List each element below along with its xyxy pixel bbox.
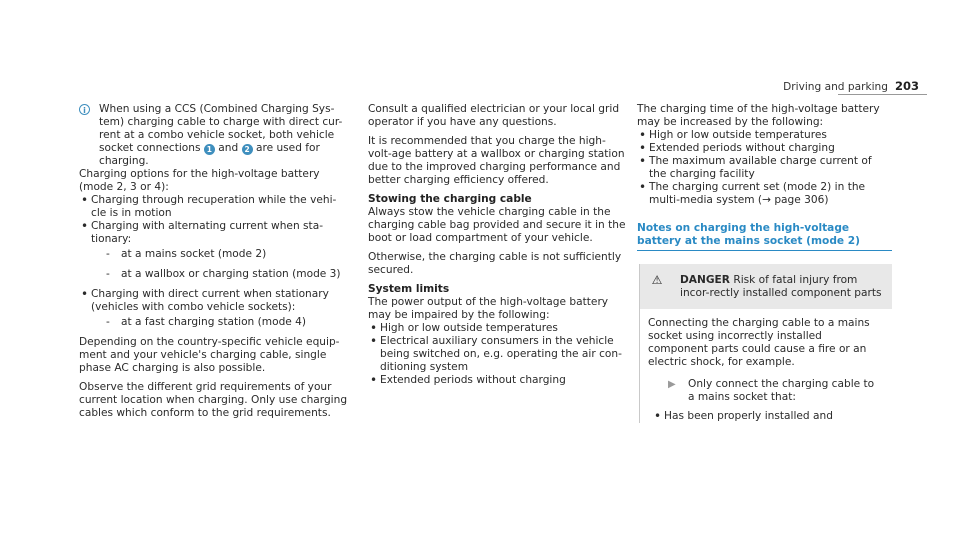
column-right (637, 103, 892, 429)
column-middle (368, 103, 626, 393)
paragraph-recommend: It is recommended that you charge the high-volt-age battery at a wallbox or charging station due to the improved charging performance and better charging efficiency offered. (368, 135, 625, 186)
column-left (79, 103, 351, 426)
danger-header-text (680, 274, 884, 300)
paragraph-otherwise: Otherwise, the charging cable is not sufficiently secured. (368, 251, 622, 276)
heading-system-limits: System limits (368, 283, 450, 295)
page-reference-link[interactable]: page 306 (774, 194, 825, 206)
list-item-text: Charging with direct current when stationary (vehicles with combo vehicle sockets): (91, 288, 329, 313)
sub-list-item: - at a mains socket (mode 2) (91, 248, 351, 261)
limits-intro: The power output of the high-voltage battery may be impaired by the following: (368, 296, 609, 321)
note-text-part2: are used for charging. (99, 142, 320, 167)
conditions-list (652, 410, 884, 423)
list-item: • Has been properly installed and (652, 410, 884, 423)
info-icon: i (79, 104, 90, 115)
note-and: and (218, 142, 239, 154)
paragraph-consult: Consult a qualified electrician or your local grid operator if you have any questions. (368, 103, 620, 128)
list-item: • High or low outside temperatures (637, 129, 892, 142)
sub-list-item: - at a fast charging station (mode 4) (91, 316, 351, 329)
paragraph-depending: Depending on the country-specific vehicle equip-ment and your vehicle's charging cable, single phase AC charging is also possible. (79, 336, 340, 374)
list-item-text: Charging through recuperation while the vehi-cle is in motion (91, 194, 337, 219)
list-item (79, 220, 351, 281)
list-item (637, 181, 892, 207)
note-text-part1: When using a CCS (Combined Charging Sys-tem) charging cable to charge with direct cur-rent at a combo vehicle socket, both vehicle socket connections (99, 103, 343, 154)
list-item: • Extended periods without charging (637, 142, 892, 155)
list-item: • High or low outside temperatures (368, 322, 626, 335)
charging-options-list (79, 194, 351, 329)
header-rule (838, 94, 927, 95)
system-limits-list (368, 322, 626, 387)
sub-list (91, 248, 351, 281)
paragraph-stow: Always stow the vehicle charging cable in the charging cable bag provided and secure it in the boot or load compartment of your vehicle. (368, 206, 626, 244)
danger-label: DANGER (680, 274, 730, 286)
list-item (79, 288, 351, 329)
arrow-right-icon: → (762, 194, 771, 206)
action-step (668, 378, 884, 404)
info-note (79, 103, 351, 168)
danger-text: Risk of fatal injury from incor-rectly installed component parts (680, 274, 882, 299)
options-intro: Charging options for the high-voltage battery (mode 2, 3 or 4): (79, 168, 320, 193)
section-title: Driving and parking (783, 81, 888, 93)
list-item-text: Charging with alternating current when sta-tionary: (91, 220, 324, 245)
charging-time-intro: The charging time of the high-voltage battery may be increased by the following: (637, 103, 880, 128)
arrow-right-icon: ▶ (668, 379, 676, 390)
page-number: 203 (894, 79, 919, 93)
list-item: • The maximum available charge current of the charging facility (637, 155, 892, 181)
heading-notes-mains-socket: Notes on charging the high-voltage battery at the mains socket (mode 2) (637, 222, 892, 251)
danger-header (640, 264, 892, 309)
warning-triangle-icon: ⚠ (651, 273, 663, 287)
list-item: • Electrical auxiliary consumers in the vehicle being switched on, e.g. operating the air con-ditioning system (368, 335, 626, 374)
list-item (79, 194, 351, 220)
danger-box (639, 264, 892, 423)
info-note-text (99, 103, 351, 168)
charging-time-list (637, 129, 892, 207)
page-header (783, 80, 919, 94)
list-item-text: The charging current set (mode 2) in the multi-media system ( (649, 181, 866, 206)
danger-body-text: Connecting the charging cable to a mains socket using incorrectly installed component parts could cause a fire or an electric shock, for example. (648, 317, 870, 368)
danger-body (640, 309, 892, 423)
action-text: Only connect the charging cable to a mains socket that: (688, 378, 875, 403)
sub-list (91, 316, 351, 329)
paragraph-observe: Observe the different grid requirements of your current location when charging. Only use charging cables which conform to the grid requirements. (79, 381, 348, 419)
list-item: • Extended periods without charging (368, 374, 626, 387)
sub-list-item: - at a wallbox or charging station (mode 3) (91, 268, 351, 281)
list-item-text-end: ) (824, 194, 829, 206)
heading-stowing-cable: Stowing the charging cable (368, 193, 532, 205)
connection-1-badge: 1 (204, 144, 215, 155)
connection-2-badge: 2 (242, 144, 253, 155)
